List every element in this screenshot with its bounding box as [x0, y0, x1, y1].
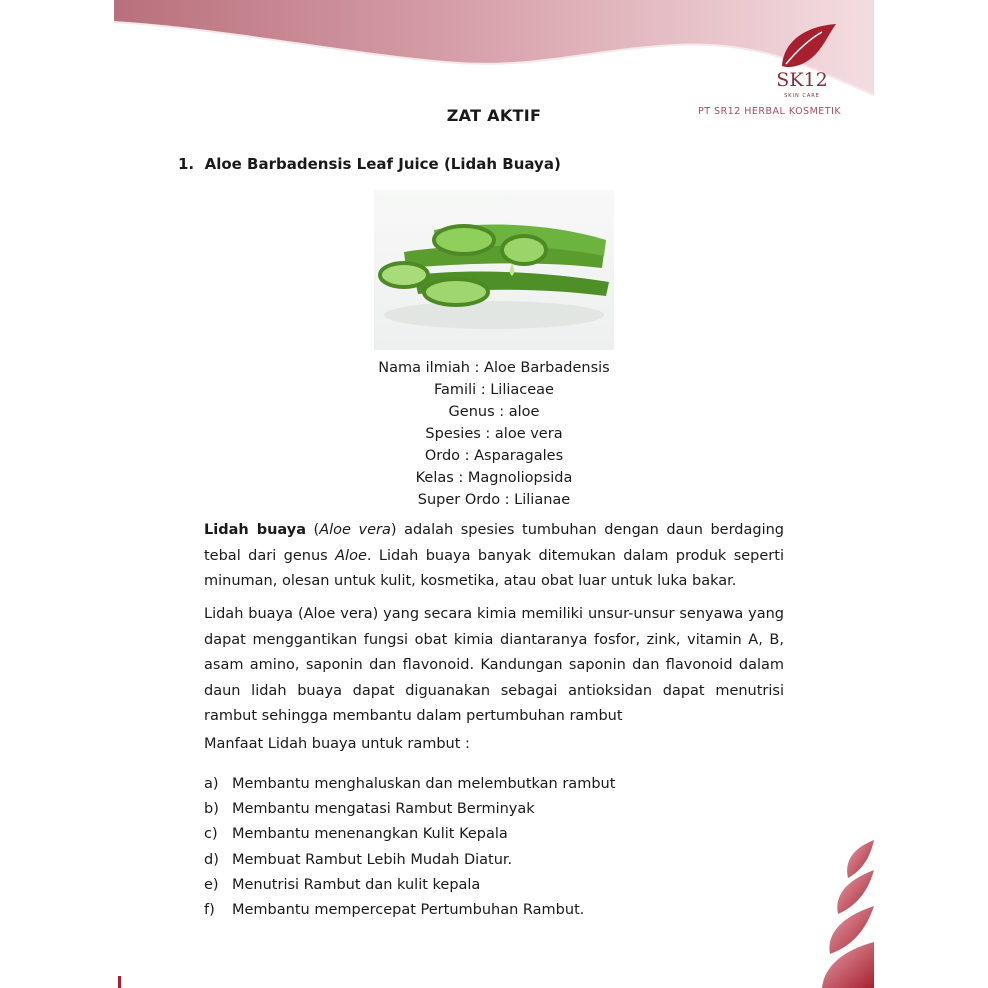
fact-line: Ordo : Asparagales — [424, 448, 564, 464]
paragraph-text: . Lidah buaya banyak ditemukan dalam produk seperti minuman, olesan untuk kulit, kosmetika, atau obat luar untuk luka bakar. — [204, 547, 784, 589]
paragraph-text: ) adalah spesies tumbuhan dengan daun berdaging tebal dari genus — [204, 522, 784, 564]
fact-line: Spesies : aloe vera — [425, 426, 563, 442]
fact-line: Nama ilmiah : Aloe Barbadensis — [378, 360, 610, 376]
company-logo — [732, 18, 872, 100]
term-italic: Aloe — [335, 547, 367, 564]
list-marker: f) — [204, 902, 215, 919]
logo-wordmark: SK12 — [776, 69, 828, 91]
document-page — [114, 0, 874, 988]
list-item-text: Membantu mempercepat Pertumbuhan Rambut. — [232, 902, 585, 919]
list-marker: e) — [204, 876, 219, 893]
aloe-vera-illustration — [374, 190, 614, 350]
page-title: ZAT AKTIF — [446, 106, 542, 125]
list-item — [204, 898, 615, 923]
list-item-text: Membantu menenangkan Kulit Kepala — [232, 826, 508, 843]
company-name: PT SR12 HERBAL KOSMETIK — [698, 106, 842, 117]
edge-mark — [118, 976, 121, 988]
section-heading — [178, 155, 561, 173]
leaf-decoration-icon — [804, 830, 874, 988]
section-number: 1. — [178, 155, 195, 173]
list-item-text: Membuat Rambut Lebih Mudah Diatur. — [232, 851, 513, 868]
section-title: Aloe Barbadensis Leaf Juice (Lidah Buaya) — [204, 155, 561, 173]
leaf-logo-icon — [762, 18, 842, 100]
term-italic: Aloe vera — [319, 522, 391, 538]
list-item — [204, 797, 615, 822]
scientific-classification — [114, 357, 874, 511]
fact-line: Super Ordo : Lilianae — [417, 492, 571, 508]
list-marker: d) — [204, 851, 219, 868]
list-item-text: Menutrisi Rambut dan kulit kepala — [232, 876, 481, 893]
list-item — [204, 873, 615, 898]
fact-line: Genus : aloe — [448, 404, 540, 420]
list-item — [204, 848, 615, 873]
benefits-heading: Manfaat Lidah buaya untuk rambut : — [204, 736, 470, 752]
list-item — [204, 822, 615, 847]
benefits-list — [204, 772, 615, 923]
fact-line: Famili : Liliaceae — [434, 382, 554, 398]
list-marker: a) — [204, 776, 219, 792]
logo-subtext: SKIN CARE — [784, 93, 820, 99]
composition-paragraph: Lidah buaya (Aloe vera) yang secara kimia memiliki unsur-unsur senyawa yang dapat menggantikan fungsi obat kimia diantaranya fosfor, zink, vitamin A, B, asam amino, saponin dan flavonoid. Kandungan saponin dan flavonoid dalam daun lidah buaya dapat diguanakan sebagai antioksidan dapat menutrisi rambut sehingga membantu dalam pertumbuhan rambut — [204, 606, 784, 724]
list-marker: c) — [204, 826, 218, 843]
paragraph-text: ( — [305, 522, 320, 538]
list-item-text: Membantu menghaluskan dan melembutkan rambut — [232, 776, 616, 792]
description-paragraph — [204, 518, 784, 595]
aloe-vera-photo — [374, 190, 614, 350]
fact-line: Kelas : Magnoliopsida — [415, 470, 573, 486]
list-item-text: Membantu mengatasi Rambut Berminyak — [232, 801, 535, 818]
term-bold: Lidah buaya — [204, 522, 306, 538]
list-item — [204, 772, 615, 797]
list-marker: b) — [204, 801, 219, 818]
